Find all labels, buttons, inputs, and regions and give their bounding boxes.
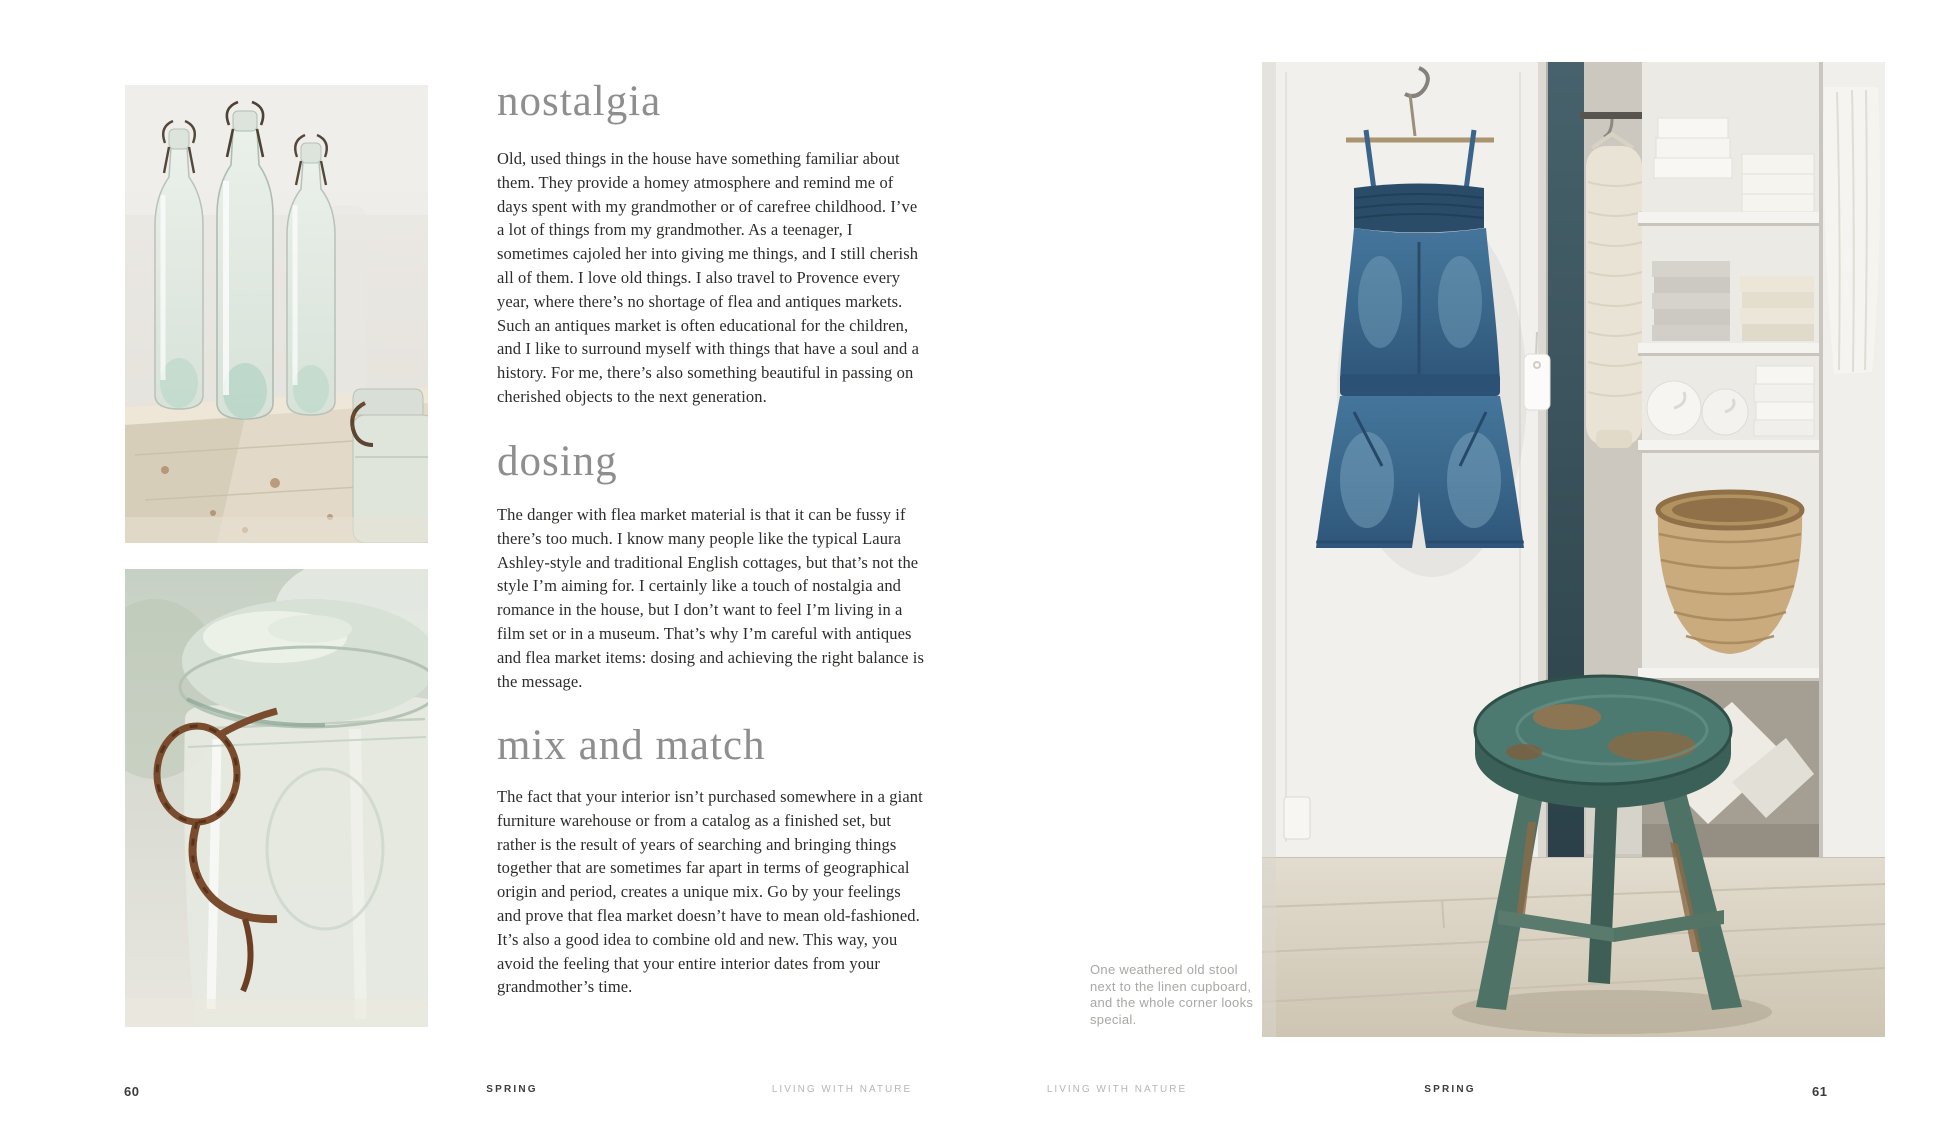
photo-caption: One weathered old stool next to the linen cupboard, and the whole corner looks special. (1090, 962, 1254, 1027)
wardrobe-stool-photo (1262, 62, 1885, 1037)
jar-closeup-photo (125, 569, 428, 1027)
section-heading-mix-and-match: mix and match (497, 722, 766, 769)
footer-section-right: SPRING (1424, 1084, 1476, 1095)
running-header-right: LIVING WITH NATURE (1046, 1084, 1188, 1095)
section-heading-nostalgia: nostalgia (497, 78, 662, 125)
denim-romper (1316, 68, 1524, 548)
jar-closeup-graphic (125, 569, 428, 1027)
glass-bottles-photo (125, 85, 428, 543)
wardrobe-stool-graphic (1262, 62, 1885, 1037)
knit-sweater (1586, 146, 1642, 448)
running-header-left: LIVING WITH NATURE (771, 1084, 913, 1095)
section-heading-dosing: dosing (497, 438, 618, 485)
page-number-left: 60 (124, 1084, 140, 1099)
section-body-mix-and-match: The fact that your interior isn’t purchased somewhere in a giant furniture warehouse or from a catalog as a finished set, but rather is the result of years of searching and bringing things together that are sometimes far apart in terms of geographical origin and period, creates a unique mix. Go by your feelings and prove that flea market doesn’t have to mean old-fashioned. It’s also a good idea to combine old and new. This way, you avoid the feeling that your entire interior dates from your grandmother’s time. (497, 787, 923, 997)
section-body-nostalgia: Old, used things in the house have something familiar about them. They provide a homey atmosphere and remind me of days spent with my grandmother or of carefree childhood. I’ve a lot of things from my grandmother. As a teenager, I sometimes cajoled her into giving me things, and I still cherish all of them. I love old things. I also travel to Provence every year, where there’s no shortage of flea and antiques markets. Such an antiques market is often educational for the children, and I like to surround myself with things that have a soul and a history. For me, there’s also something beautiful in passing on cherished objects to the next generation. (497, 149, 920, 406)
closet-rail (1580, 112, 1646, 119)
section-body-dosing: The danger with flea market material is that it can be fussy if there’s too much. I know many people like the typical Laura Ashley-style and traditional English cottages, but that’s not the style I’m aiming for. I certainly like a touch of nostalgia and romance in the house, but I don’t want to feel I’m living in a film set or in a museum. That’s why I’m careful with antiques and flea market items: dosing and achieving the right balance is the message. (497, 505, 925, 691)
footer-section-left: SPRING (486, 1084, 538, 1095)
wall-socket (1284, 797, 1310, 839)
right-panel (1819, 62, 1885, 857)
glass-bottles-graphic (125, 85, 428, 543)
hanging-cloth (1823, 87, 1880, 374)
page-number-right: 61 (1812, 1084, 1828, 1099)
